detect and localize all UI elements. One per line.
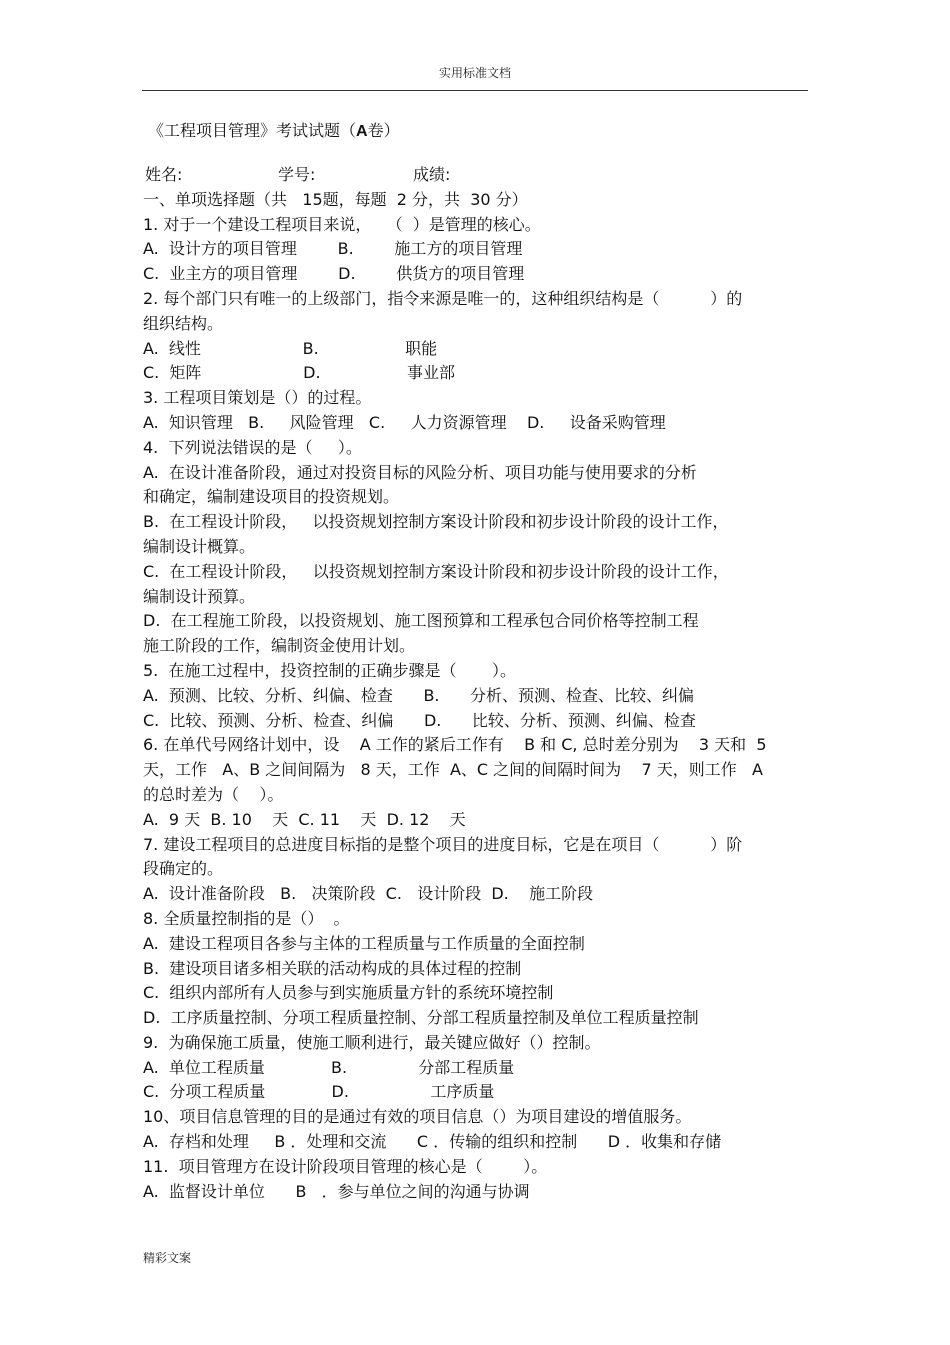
exam-title-prefix: 《工程项目管理》考试试题（ [148,121,357,140]
question-line: 一、单项选择题（共 15题，每题 2 分，共 30 分） [143,189,528,209]
question-line: 9. 为确保施工质量，使施工顺利进行，最关键应做好（）控制。 [143,1032,601,1052]
question-line: A. 监督设计单位 B ．参与单位之间的沟通与协调 [143,1181,530,1201]
exam-title-version: A [356,123,368,140]
page-footer: 精彩文案 [143,1251,192,1265]
student-info-row [143,163,813,188]
question-line: 7. 建设工程项目的总进度目标指的是整个项目的进度目标，它是在项目（ ）阶 [143,834,743,854]
question-line: A. 存档和处理 B ．处理和交流 C ．传输的组织和控制 D ．收集和存储 [143,1132,722,1152]
question-line: 4. 下列说法错误的是（ ）。 [143,437,362,457]
question-line: 2. 每个部门只有唯一的上级部门，指令来源是唯一的，这种组织结构是（ ）的 [143,288,743,308]
question-line: 8. 全质量控制指的是（） 。 [143,908,350,928]
header-divider [142,90,808,91]
question-line: C. 比较、预测、分析、检查、纠偏 D. 比较、分析、预测、纠偏、检查 [143,710,696,730]
question-line: 11. 项目管理方在设计阶段项目管理的核心是（ ）。 [143,1156,548,1176]
question-line: 6. 在单代号网络计划中，设 A 工作的紧后工作有 B 和 C, 总时差分别为 3 天和 5 [143,735,767,755]
question-line: A. 9 天 B. 10 天 C. 11 天 D. 12 天 [143,809,466,829]
question-line: B. 建设项目诸多相关联的活动构成的具体过程的控制 [143,958,522,978]
question-line: D. 工序质量控制、分项工程质量控制、分部工程质量控制及单位工程质量控制 [143,1008,699,1028]
question-line: A. 知识管理 B. 风险管理 C. 人力资源管理 D. 设备采购管理 [143,412,666,432]
student-number-label: 学号: [278,165,316,184]
question-line: C. 分项工程质量 D. 工序质量 [143,1082,495,1102]
question-line: 3. 工程项目策划是（）的过程。 [143,388,372,408]
question-line: 天，工作 A、B 之间间隔为 8 天，工作 A、C 之间的间隔时间为 7 天，则工作 A [143,760,763,780]
page-header: 实用标准文档 [438,66,511,80]
question-line: A. 设计方的项目管理 B. 施工方的项目管理 [143,239,523,259]
question-line: 1. 对于一个建设工程项目来说， （ ）是管理的核心。 [143,214,541,234]
question-line: A. 设计准备阶段 B. 决策阶段 C. 设计阶段 D. 施工阶段 [143,884,594,904]
question-line: C. 在工程设计阶段， 以投资规划控制方案设计阶段和初步设计阶段的设计工作， [143,561,729,581]
exam-title-suffix: 卷） [367,121,400,140]
question-line: C. 业主方的项目管理 D. 供货方的项目管理 [143,264,525,284]
question-line: A. 在设计准备阶段，通过对投资目标的风险分析、项目功能与使用要求的分析 [143,462,697,482]
question-line: C. 组织内部所有人员参与到实施质量方针的系统环境控制 [143,983,554,1003]
question-line: A. 线性 B. 职能 [143,338,438,358]
exam-content [143,163,813,1204]
question-line: B. 在工程设计阶段， 以投资规划控制方案设计阶段和初步设计阶段的设计工作， [143,512,729,532]
score-label: 成绩: [413,165,451,184]
question-line: 10、项目信息管理的目的是通过有效的项目信息（）为项目建设的增值服务。 [143,1107,692,1127]
question-line: 段确定的。 [143,859,224,879]
exam-title [148,118,400,141]
question-line: 的总时差为（ ）。 [143,784,284,804]
name-label: 姓名: [145,165,183,184]
question-line: A. 单位工程质量 B. 分部工程质量 [143,1057,515,1077]
question-lines [143,188,813,1205]
question-line: 编制设计预算。 [143,586,256,606]
question-line: 组织结构。 [143,313,224,333]
question-line: D. 在工程施工阶段，以投资规划、施工图预算和工程承包合同价格等控制工程 [143,611,699,631]
question-line: 编制设计概算。 [143,536,256,556]
question-line: A. 预测、比较、分析、纠偏、检查 B. 分析、预测、检查、比较、纠偏 [143,685,695,705]
question-line: A. 建设工程项目各参与主体的工程质量与工作质量的全面控制 [143,933,585,953]
question-line: C. 矩阵 D. 事业部 [143,363,456,383]
question-line: 施工阶段的工作，编制资金使用计划。 [143,636,416,656]
question-line: 和确定，编制建设项目的投资规划。 [143,487,400,507]
question-line: 5. 在施工过程中，投资控制的正确步骤是（ ）。 [143,660,517,680]
